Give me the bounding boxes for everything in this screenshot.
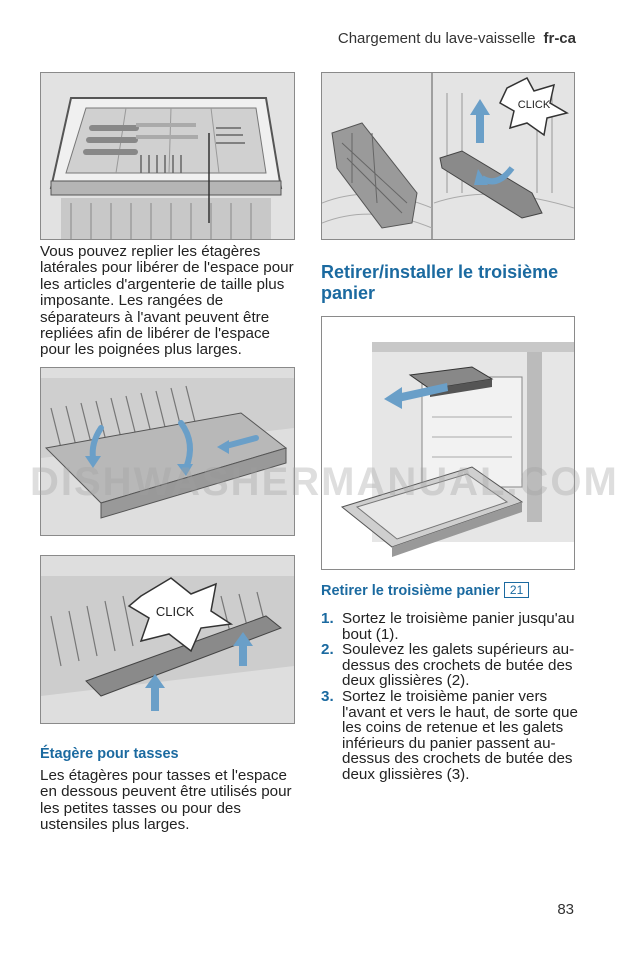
fig-right-click-label: CLICK	[517, 99, 551, 111]
header-language: fr-ca	[543, 30, 576, 47]
step-item	[321, 611, 581, 642]
subsection-title	[321, 582, 529, 599]
figure-folding-rows	[40, 367, 295, 536]
figure-cup-shelf-click	[40, 555, 295, 724]
intro-paragraph: Vous pouvez replier les étagères latérales pour libérer de l'espace pour les articles d'argenterie de taille plus imposante. Les rangées de séparateurs à l'avant peuvent être repliées afin de libérer de l'espace pour les poignées plus larges.	[40, 243, 294, 359]
step-text: Soulevez les galets supérieurs au-dessus des crochets de butée des deux glissières (2).	[342, 641, 575, 690]
cup-shelf-title: Étagère pour tasses	[40, 746, 179, 762]
figure-third-basket-detail	[321, 72, 575, 240]
page-header	[338, 30, 576, 47]
subsection-title-text: Retirer le troisième panier	[321, 583, 500, 599]
section-title: Retirer/installer le troisième panier	[321, 262, 559, 303]
step-number: 1.	[321, 610, 334, 627]
figure-cutlery-tray	[40, 72, 295, 240]
step-text: Sortez le troisième panier vers l'avant et vers le haut, de sorte que les coins de retenue et les galets inférieurs du panier passent au-dessus des crochets de butée des deux glissières (3).	[342, 687, 578, 783]
figure-dishwasher-remove-basket	[321, 316, 575, 570]
figure-reference: 21	[504, 582, 529, 598]
step-number: 2.	[321, 641, 334, 659]
step-item	[321, 689, 581, 783]
watermark: DISHWASHERMANUAL.COM	[30, 460, 619, 504]
step-text: Sortez le troisième panier jusqu'au bout (1).	[342, 610, 575, 643]
cup-shelf-paragraph: Les étagères pour tasses et l'espace en dessous peuvent être utilisés pour les petites tasses ou pour des ustensiles plus larges.	[40, 767, 292, 834]
fig3-click-label: CLICK	[155, 604, 195, 619]
step-item	[321, 642, 581, 689]
page-number: 83	[557, 901, 574, 918]
steps-list	[321, 611, 581, 783]
header-section: Chargement du lave-vaisselle	[337, 30, 536, 47]
step-number: 3.	[321, 687, 334, 705]
